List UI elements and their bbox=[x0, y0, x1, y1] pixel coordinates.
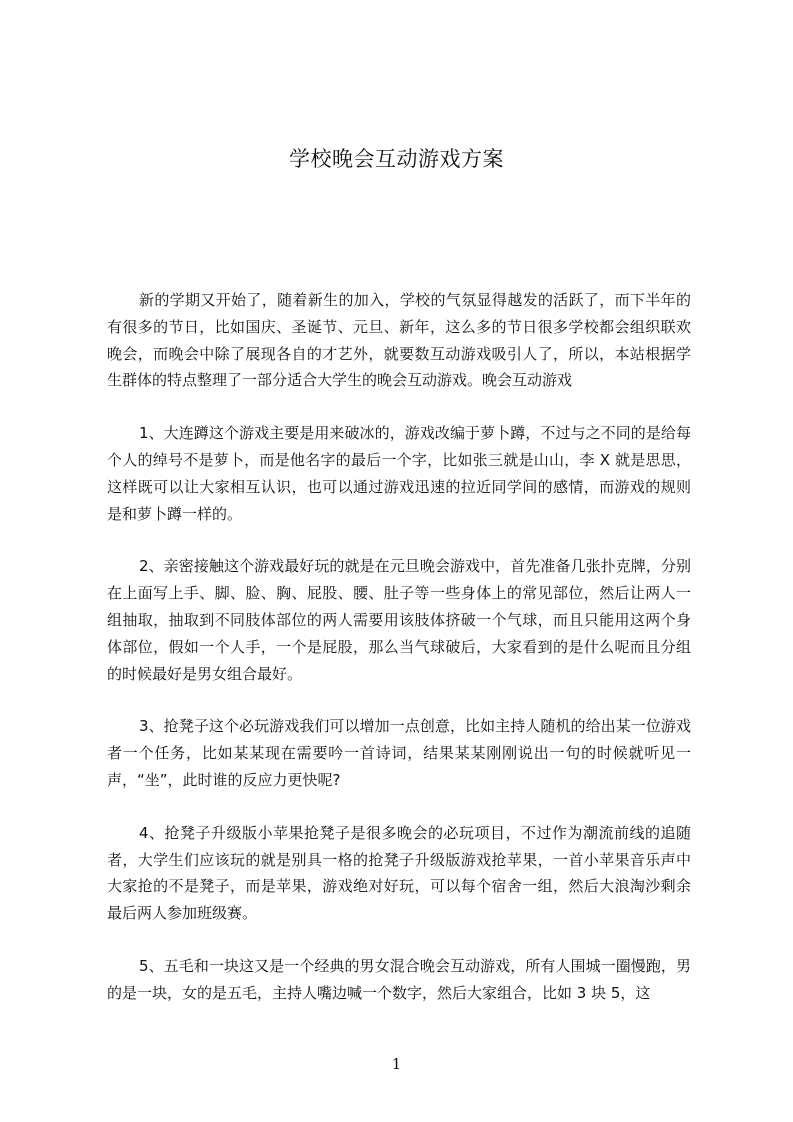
game-2-paragraph: 2、亲密接触这个游戏最好玩的就是在元旦晚会游戏中，首先准备几张扑克牌，分别在上面写上手、脚、脸、胸、屁股、腰、肚子等一些身体上的常见部位，然后让两人一组抽取，抽取到不同肢体部位的两人需要用该肢体挤破一个气球，而且只能用这两个身体部位，假如一个人手，一个是屁股，那么当气球破后，大家看到的是什么呢而且分组的时候最好是男女组合最好。 bbox=[107, 557, 691, 683]
game-4-paragraph: 4、抢凳子升级版小苹果抢凳子是很多晚会的必玩项目，不过作为潮流前线的追随者，大学生们应该玩的就是别具一格的抢凳子升级版游戏抢苹果，一首小苹果音乐声中大家抢的不是凳子，而是苹果，游戏绝对好玩，可以每个宿舍一组，然后大浪淘沙剩余最后两人参加班级赛。 bbox=[107, 823, 691, 923]
game-3-paragraph: 3、抢凳子这个必玩游戏我们可以增加一点创意，比如主持人随机的给出某一位游戏者一个任务，比如某某现在需要吟一首诗词，结果某某刚刚说出一句的时候就听见一声，“坐”，此时谁的反应力更快呢? bbox=[107, 717, 691, 789]
intro-paragraph: 新的学期又开始了，随着新生的加入，学校的气氛显得越发的活跃了，而下半年的有很多的节日，比如国庆、圣诞节、元旦、新年，这么多的节日很多学校都会组织联欢晚会，而晚会中除了展现各自的才艺外，就要数互动游戏吸引人了，所以，本站根据学生群体的特点整理了一部分适合大学生的晚会互动游戏。晚会互动游戏 bbox=[107, 291, 691, 390]
page-number: 1 bbox=[391, 1055, 402, 1073]
game-1-paragraph: 1、大连蹲这个游戏主要是用来破冰的，游戏改编于萝卜蹲，不过与之不同的是给每个人的绰号不是萝卜，而是他名字的最后一个字，比如张三就是山山，李 X 就是思思，这样既可以让大家相互认识，也可以通过游戏迅速的拉近同学间的感情，而游戏的规则是和萝卜蹲一样的。 bbox=[107, 424, 691, 523]
game-5-paragraph: 5、五毛和一块这又是一个经典的男女混合晚会互动游戏，所有人围城一圈慢跑，男的是一块，女的是五毛，主持人嘴边喊一个数字，然后大家组合，比如 3 块 5，这 bbox=[107, 956, 691, 1002]
document-body bbox=[107, 287, 691, 1033]
document-title: 学校晚会互动游戏方案 bbox=[289, 147, 504, 171]
